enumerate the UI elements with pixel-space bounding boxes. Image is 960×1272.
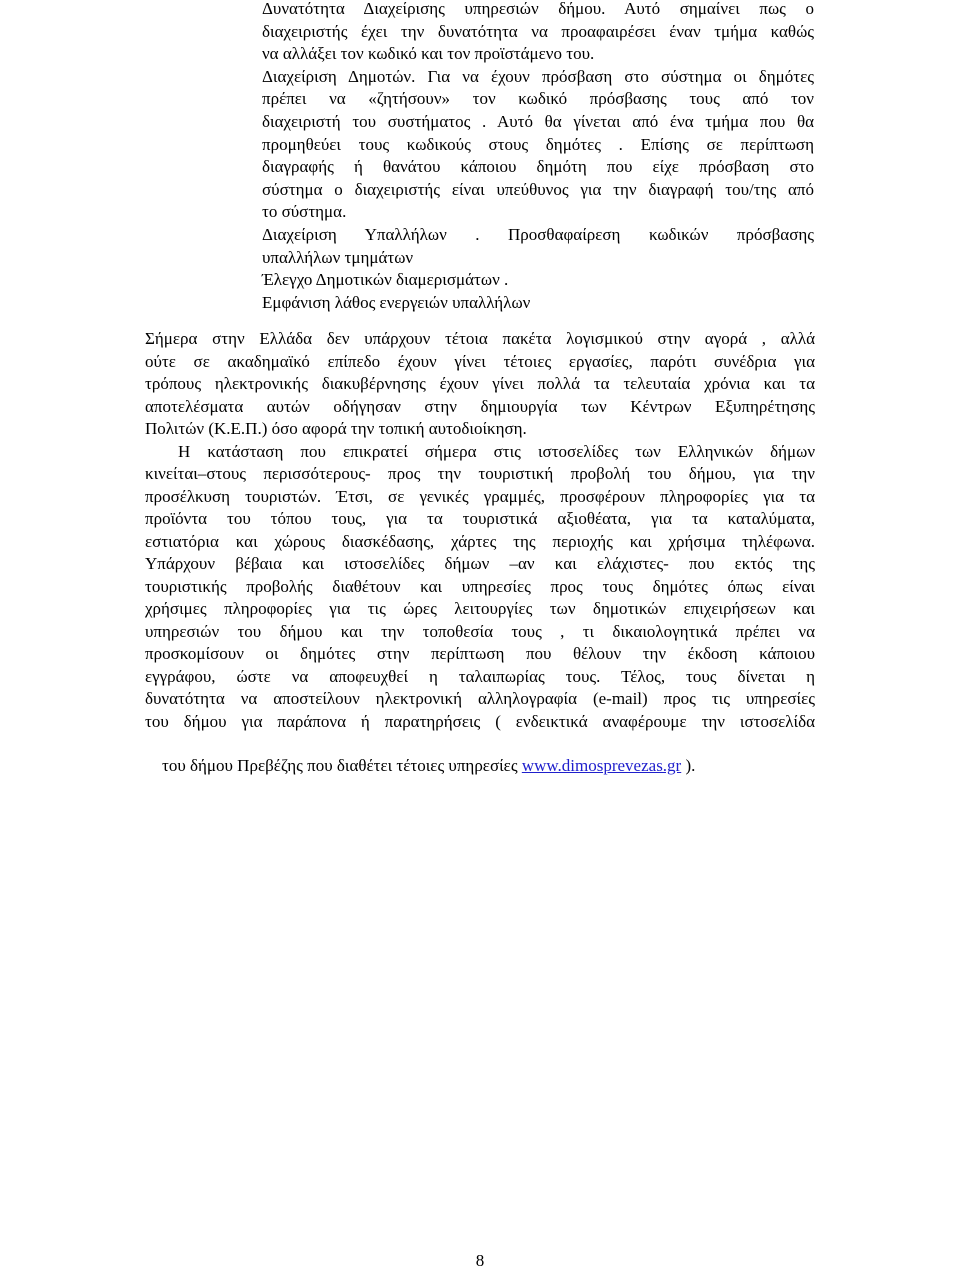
body-last-line-suffix: ).: [681, 756, 696, 775]
list-line: διαχειριστής έχει την δυνατότητα να προαφαιρέσει έναν τμήμα καθώς: [262, 21, 814, 41]
list-line: υπαλλήλων τμημάτων: [262, 247, 414, 267]
body-last-line-prefix: του δήμου Πρεβέζης που διαθέτει τέτοιες υπηρεσίες: [162, 756, 522, 775]
list-line: διαχειριστή του συστήματος . Αυτό θα γίνεται από ένα τμήμα που θα: [262, 112, 814, 131]
body-line: κινείται–στους περισσότερους- προς την τουριστική προβολή του δήμου, για την: [145, 464, 815, 483]
body-line: Σήμερα στην Ελλάδα δεν υπάρχουν τέτοια πακέτα λογισμικού στην αγορά , αλλά: [145, 329, 815, 348]
website-link[interactable]: www.dimosprevezas.gr: [521, 756, 682, 775]
body-line: Πολιτών (Κ.Ε.Π.) όσο αφορά την τοπική αυτοδιοίκηση.: [145, 419, 527, 438]
paragraph-start-line: Η κατάσταση που επικρατεί σήμερα στις ιστοσελίδες των Ελληνικών δήμων: [178, 441, 815, 461]
list-line: Έλεγχο Δημοτικών διαμερισμάτων .: [262, 270, 509, 290]
body-line: εστιατόρια και χώρους διασκέδασης, χάρτες της περιοχής και χρήσιμα τηλέφωνα.: [145, 531, 815, 551]
list-line: να αλλάξει τον κωδικό και τον προϊστάμενο του.: [262, 44, 595, 64]
list-line: Εμφάνιση λάθος ενεργειών υπαλλήλων: [262, 292, 531, 312]
body-line: δυνατότητα να αποστείλουν ηλεκτρονική αλληλογραφία (e-mail) προς τις υπηρεσίες: [145, 689, 815, 708]
body-line: ούτε σε ακαδημαϊκό επίπεδο έχουν γίνει τέτοιες εργασίες, παρότι συνέδρια για: [145, 351, 815, 371]
list-line: Διαχείριση Υπαλλήλων . Προσθαφαίρεση κωδικών πρόσβασης: [262, 225, 814, 244]
body-line: προϊόντα του τόπου τους, για τα τουριστικά αξιοθέατα, για τα καταλύματα,: [145, 509, 815, 528]
body-line: προσέλκυση τουριστών. Έτσι, σε γενικές γραμμές, προσφέρουν πληροφορίες για τα: [145, 486, 815, 506]
list-line: σύστημα ο διαχειριστής είναι υπεύθυνος για την διαγραφή του/της από: [262, 179, 814, 199]
body-line: τρόπους ηλεκτρονικής διακυβέρνησης έχουν γίνει πολλά τα τελευταία χρόνια και τα: [145, 374, 815, 393]
body-line: υπηρεσιών του δήμου και την τοποθεσία τους , τι δικαιολογητικά πρέπει να: [145, 621, 815, 641]
list-line: διαγραφής ή θανάτου κάποιου δημότη που είχε πρόσβαση στο: [262, 157, 814, 177]
body-last-line: [145, 733, 695, 799]
body-line: προσκομίσουν οι δημότες στην περίπτωση που θέλουν την έκδοση κάποιου: [145, 644, 815, 663]
body-line: εγγράφου, ώστε να αποφευχθεί η ταλαιπωρίας τους. Τέλος, τους δίνεται η: [145, 666, 815, 686]
list-line: προμηθεύει τους κωδικούς στους δημότες . Επίσης σε περίπτωση: [262, 134, 814, 154]
list-line: Δυνατότητα Διαχείρισης υπηρεσιών δήμου. Αυτό σημαίνει πως ο: [262, 0, 814, 18]
list-line: Διαχείριση Δημοτών. Για να έχουν πρόσβαση στο σύστημα οι δημότες: [262, 66, 814, 86]
list-line: το σύστημα.: [262, 202, 347, 222]
body-line: Υπάρχουν βέβαια και ιστοσελίδες δήμων –αν και ελάχιστες- που εκτός της: [145, 554, 815, 573]
list-line: πρέπει να «ζητήσουν» τον κωδικό πρόσβασης τους από τον: [262, 89, 814, 109]
body-line: του δήμου για παράπονα ή παρατηρήσεις ( ενδεικτικά αναφέρουμε την ιστοσελίδα: [145, 711, 815, 731]
page-number: 8: [475, 1251, 485, 1270]
body-line: χρήσιμες πληροφορίες για τις ώρες λειτουργίες των δημοτικών επιχειρήσεων και: [145, 599, 815, 618]
body-line: αποτελέσματα αυτών οδήγησαν στην δημιουργία των Κέντρων Εξυπηρέτησης: [145, 396, 815, 416]
body-line: τουριστικής προβολής διαθέτουν και υπηρεσίες προς τους δημότες όπως είναι: [145, 576, 815, 596]
